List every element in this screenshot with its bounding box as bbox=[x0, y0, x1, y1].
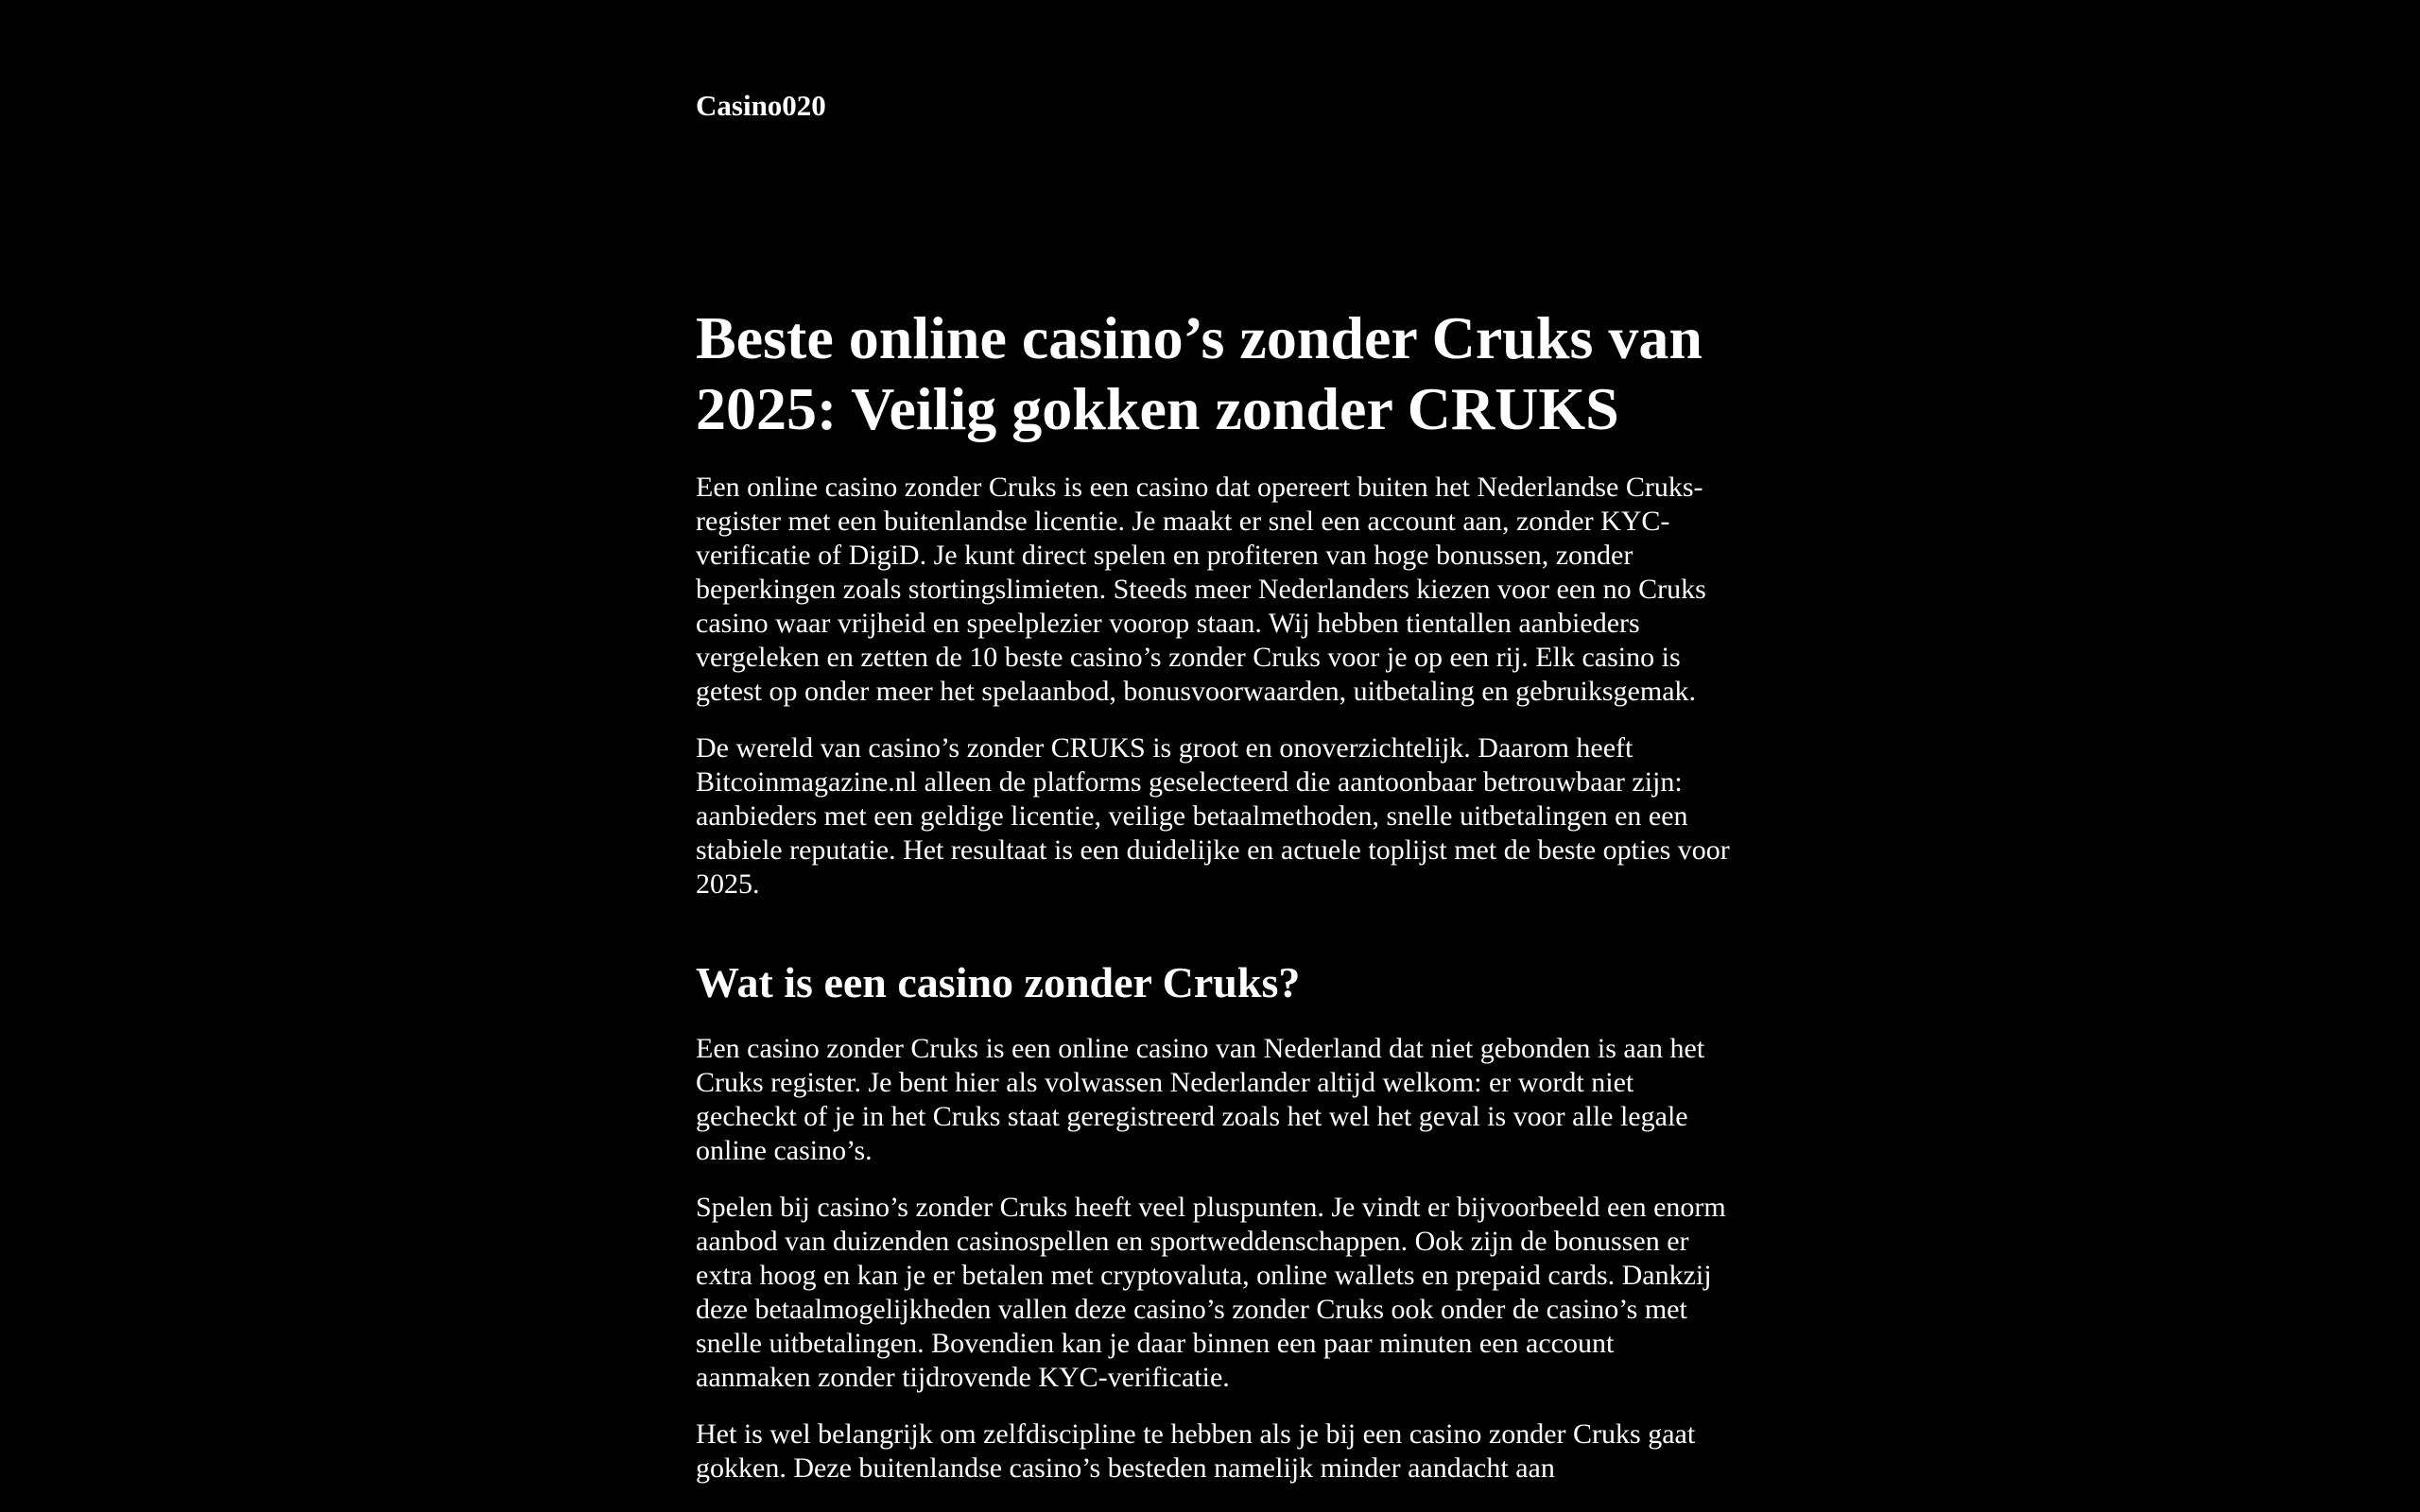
intro-paragraph-2: De wereld van casino’s zonder CRUKS is groot en onoverzichtelijk. Daarom heeft Bitcoinmagazine.nl alleen de platforms geselecteerd die aantoonbaar betrouwbaar zijn: aanbieders met een geldige licentie, veilige betaalmethoden, snelle uitbetalingen en een stabiele reputatie. Het resultaat is een duidelijke en actuele toplijst met de beste opties voor 2025. bbox=[696, 732, 1730, 900]
site-title[interactable]: Casino020 bbox=[696, 89, 826, 122]
section-paragraph-2: Spelen bij casino’s zonder Cruks heeft veel pluspunten. Je vindt er bijvoorbeeld een enorm aanbod van duizenden casinospellen en sportweddenschappen. Ook zijn de bonussen er extra hoog en kan je er betalen met cryptovaluta, online wallets en prepaid cards. Dankzij deze betaalmogelijkheden vallen deze casino’s zonder Cruks ook onder de casino’s met snelle uitbetalingen. Bovendien kan je daar binnen een paar minuten een account aanmaken zonder tijdrovende KYC-verificatie. bbox=[696, 1192, 1726, 1393]
section-paragraph-1: Een casino zonder Cruks is een online casino van Nederland dat niet gebonden is aan het Cruks register. Je bent hier als volwassen Nederlander altijd welkom: er wordt niet gecheckt of je in het Cruks staat geregistreerd zoals het wel het geval is voor alle legale online casino’s. bbox=[696, 1033, 1705, 1166]
article-heading: Beste online casino’s zonder Cruks van 2025: Veilig gokken zonder CRUKS bbox=[696, 304, 1703, 442]
intro-paragraph-1: Een online casino zonder Cruks is een casino dat opereert buiten het Nederlandse Cruks-register met een buitenlandse licentie. Je maakt er snel een account aan, zonder KYC-verificatie of DigiD. Je kunt direct spelen en profiteren van hoge bonussen, zonder beperkingen zoals stortingslimieten. Steeds meer Nederlanders kiezen voor een no Cruks casino waar vrijheid en speelplezier voorop staan. Wij hebben tientallen aanbieders vergeleken en zetten de 10 beste casino’s zonder Cruks voor je op een rij. Elk casino is getest op onder meer het spelaanbod, bonusvoorwaarden, uitbetaling en gebruiksgemak. bbox=[696, 472, 1706, 707]
article bbox=[696, 302, 1736, 1508]
section-heading: Wat is een casino zonder Cruks? bbox=[696, 958, 1301, 1006]
section-paragraph-3: Het is wel belangrijk om zelfdiscipline te hebben als je bij een casino zonder Cruks gaat gokken. Deze buitenlandse casino’s besteden namelijk minder aandacht aan bbox=[696, 1418, 1696, 1484]
